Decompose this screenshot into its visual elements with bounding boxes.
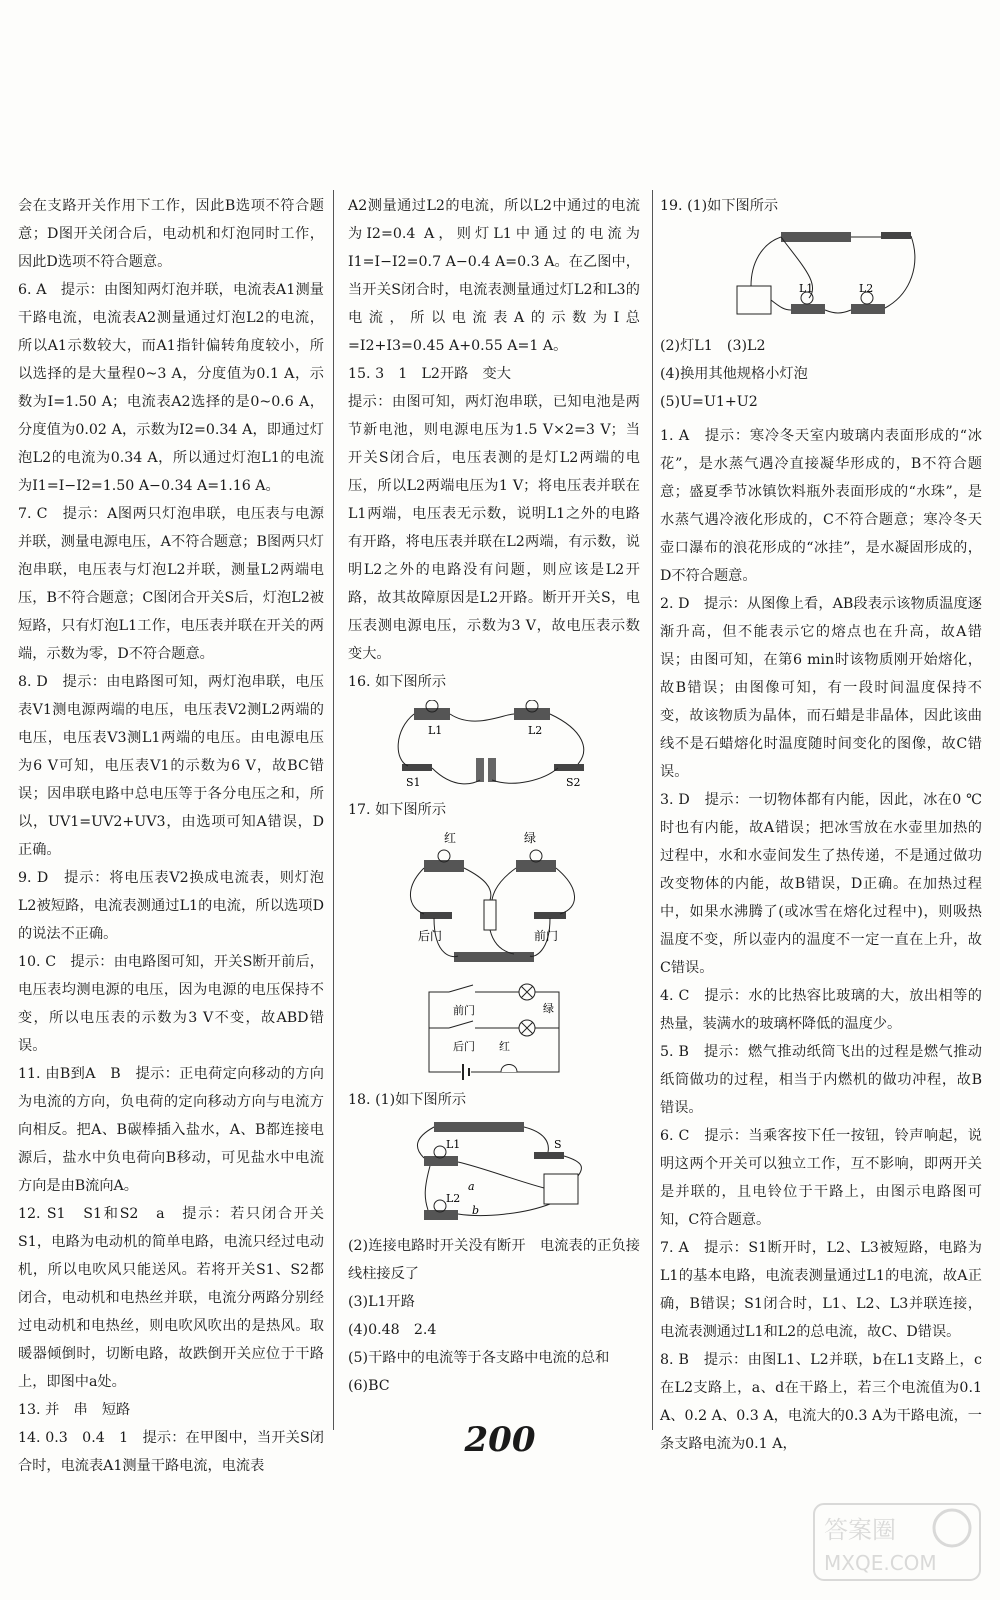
figure-17-circuit — [348, 828, 640, 978]
answer-19-part-2-3: (2)灯L1 (3)L2 — [660, 338, 766, 354]
figure-17-schematic — [348, 982, 640, 1082]
midterm-answer-2: 2. D 提示：从图像上看，AB段表示该物质温度逐渐升高，但不能表示它的熔点也在升高，故A错误；由图可知，在第6 min时该物质刚开始熔化，故B错误；由图像可知，有一段时间温度保持不变，故该物质为晶体，而石蜡是非晶体，因此该曲线不是石蜡熔化时温度随时间变化的图像，故C错误。 — [660, 596, 982, 780]
midterm-answer-6: 6. C 提示：当乘客按下任一按钮，铃声响起，说明这两个开关可以独立工作，互不影响，即两开关是并联的，且电铃位于干路上，由图示电路图可知，C符合题意。 — [660, 1128, 982, 1228]
svg-text:MXQE.COM: MXQE.COM — [824, 1551, 937, 1575]
figure-label: 前门 — [453, 1004, 475, 1017]
figure-16-circuit — [348, 700, 640, 792]
column-divider-1 — [333, 190, 334, 1430]
figure-label: S2 — [566, 776, 581, 789]
answer-item-11: 11. 由B到A B 提示：正电荷定向移动的方向为电流的方向，负电荷的定向移动方向与电流方向相反。把A、B碳棒插入盐水，A、B都连接电源后，盐水中负电荷向B移动，可见盐水中电流方向是由B流向A。 — [18, 1066, 324, 1194]
column-divider-2 — [652, 190, 653, 1430]
answer-text: 会在支路开关作用下工作，因此B选项不符合题意；D图开关闭合后，电动机和灯泡同时工作，因此D选项不符合题意。 — [18, 198, 324, 270]
figure-label: L1 — [428, 724, 443, 737]
figure-label: L2 — [859, 282, 874, 295]
figure-label: S — [554, 1138, 562, 1151]
figure-label: 红 — [444, 831, 457, 845]
answer-item-15: 15. 3 1 L2开路 变大 — [348, 366, 511, 382]
page-number: 200 — [464, 1420, 536, 1460]
answer-item-12: 12. S1 S1和S2 a 提示：若只闭合开关S1，电路为电动机的简单电路，电流只经过电动机，所以电吹风只能送风。若将开关S1、S2都闭合，电动机和电热丝并联，电流分两路分别经过电动机和电热丝，则电吹风吹出的是热风。取暖器倾倒时，切断电路，故跌倒开关应位于干路上，即图中a处。 — [18, 1206, 324, 1390]
answer-18-part-6: (6)BC — [348, 1378, 390, 1394]
midterm-answer-1: 1. A 提示：寒冷冬天室内玻璃内表面形成的“冰花”，是水蒸气遇冷直接凝华形成的，B不符合题意；盛夏季节冰镇饮料瓶外表面形成的“水珠”，是水蒸气遇冷液化形成的，C不符合题意；寒冷冬天壶口瀑布的浪花形成的“冰挂”，是水凝固形成的，D不符合题意。 — [660, 428, 982, 584]
answer-text: A2测量通过L2的电流，所以L2中通过的电流为I2=0.4 A，则灯L1中通过的电流为I1=I−I2=0.7 A−0.4 A=0.3 A。在乙图中，当开关S闭合时，电流表测量通过灯L2和L3的电流，所以电流表A的示数为I总=I2+I3=0.45 A+0.55 A=1 A。 — [348, 198, 640, 354]
figure-label: 红 — [499, 1040, 510, 1053]
answer-item-10: 10. C 提示：由电路图可知，开关S断开前后，电压表均测电源的电压，因为电源的电压保持不变，所以电压表的示数为3 V不变，故ABD错误。 — [18, 954, 324, 1054]
answer-column-1 — [18, 192, 324, 1480]
figure-label: 后门 — [418, 929, 443, 943]
answer-item-18: 18. (1)如下图所示 — [348, 1092, 467, 1108]
answer-18-part-2: (2)连接电路时开关没有断开 电流表的正负接线柱接反了 — [348, 1238, 640, 1282]
answer-19-part-5: (5)U=U1+U2 — [660, 394, 758, 410]
figure-19-circuit — [660, 224, 982, 328]
figure-label: L1 — [446, 1138, 461, 1151]
watermark-logo — [812, 1502, 982, 1582]
answer-hint-15: 提示：由图可知，两灯泡串联，已知电池是两节新电池，则电源电压为1.5 V×2=3 V；当开关S闭合后，电压表测的是灯L2两端的电压，所以L2两端电压为1 V；将电压表并联在L1两端，电压表无示数，说明L1之外的电路有开路，将电压表并联在L2两端，有示数，说明L2之外的电路没有问题，则应该是L2开路，故其故障原因是L2开路。断开开关S，电压表测电源电压，示数为3 V，故电压表示数变大。 — [348, 394, 640, 662]
midterm-answer-5: 5. B 提示：燃气推动纸筒飞出的过程是燃气推动纸筒做功的过程，相当于内燃机的做功冲程，故B错误。 — [660, 1044, 982, 1116]
midterm-answer-8: 8. B 提示：由图L1、L2并联，b在L1支路上，c在L2支路上，a、d在干路上，若三个电流值为0.1 A、0.2 A、0.3 A，电流大的0.3 A为干路电流，一条支路电流为0.1 A， — [660, 1352, 982, 1452]
answer-19-part-4: (4)换用其他规格小灯泡 — [660, 366, 808, 382]
figure-label: S1 — [406, 776, 421, 789]
figure-label: L2 — [446, 1192, 461, 1205]
answer-item-16: 16. 如下图所示 — [348, 674, 447, 690]
figure-label: 后门 — [453, 1040, 475, 1053]
answer-item-19: 19. (1)如下图所示 — [660, 198, 779, 214]
midterm-answer-3: 3. D 提示：一切物体都有内能，因此，冰在0 ℃时也有内能，故A错误；把冰雪放在水壶里加热的过程中，水和水壶间发生了热传递，不是通过做功改变物体的内能，故B错误，D正确。在加热过程中，如果水沸腾了(或冰雪在熔化过程中)，则吸热温度不变，所以壶内的温度不一定一直在上升，故C错误。 — [660, 792, 982, 976]
midterm-answer-4: 4. C 提示：水的比热容比玻璃的大，放出相等的热量，装满水的玻璃杯降低的温度少。 — [660, 988, 982, 1032]
answer-item-9: 9. D 提示：将电压表V2换成电流表，则灯泡L2被短路，电流表测通过L1的电流，所以选项D的说法不正确。 — [18, 870, 324, 942]
answer-item-14: 14. 0.3 0.4 1 提示：在甲图中，当开关S闭合时，电流表A1测量干路电流，电流表 — [18, 1430, 324, 1474]
answer-item-7: 7. C 提示：A图两只灯泡串联，电压表与电源并联，测量电源电压，A不符合题意；B图两只灯泡串联，电压表与灯泡L2并联，测量L2两端电压，B不符合题意；C图闭合开关S后，灯泡L2被短路，只有灯泡L1工作，电压表并联在开关的两端，示数为零，D不符合题意。 — [18, 506, 324, 662]
answer-18-part-3: (3)L1开路 — [348, 1294, 415, 1310]
figure-label: L2 — [528, 724, 543, 737]
figure-label: L1 — [799, 282, 814, 295]
figure-18-circuit — [348, 1118, 640, 1228]
midterm-answer-7: 7. A 提示：S1断开时，L2、L3被短路，电路为L1的基本电路，电流表测量通过L1的电流，故A正确，B错误；S1闭合时，L1、L2、L3并联连接，电流表测通过L1和L2的总电流，故C、D错误。 — [660, 1240, 982, 1340]
answer-column-3 — [660, 192, 982, 1458]
answer-18-part-5: (5)干路中的电流等于各支路中电流的总和 — [348, 1350, 610, 1366]
answer-18-part-4: (4)0.48 2.4 — [348, 1322, 437, 1338]
answer-item-17: 17. 如下图所示 — [348, 802, 447, 818]
figure-label: 绿 — [543, 1002, 554, 1015]
answer-column-2 — [348, 192, 640, 1400]
figure-label: 绿 — [524, 831, 537, 845]
figure-label: 前门 — [534, 929, 559, 943]
answer-item-6: 6. A 提示：由图知两灯泡并联，电流表A1测量干路电流，电流表A2测量通过灯泡L2的电流，所以A1示数较大，而A1指针偏转角度较小，所以选择的是大量程0~3 A，分度值为0.1 A，示数为I=1.50 A；电流表A2选择的是0~0.6 A，分度值为0.02 A，示数为I2=0.34 A，即通过灯泡L2的电流为0.34 A，所以通过灯泡L1的电流为I1=I−I2=1.50 A−0.34 A=1.16 A。 — [18, 282, 324, 494]
figure-label: b — [472, 1204, 480, 1217]
figure-label: a — [468, 1180, 475, 1193]
svg-text:答案圈: 答案圈 — [824, 1516, 896, 1544]
answer-item-13: 13. 并 串 短路 — [18, 1402, 131, 1418]
answer-item-8: 8. D 提示：由电路图可知，两灯泡串联，电压表V1测电源两端的电压，电压表V2测L2两端的电压，电压表V3测L1两端的电压。由电源电压为6 V可知，电压表V1的示数为6 V，故BC错误；因串联电路中总电压等于各分电压之和，所以，UV1=UV2+UV3，由选项可知A错误，D正确。 — [18, 674, 324, 858]
